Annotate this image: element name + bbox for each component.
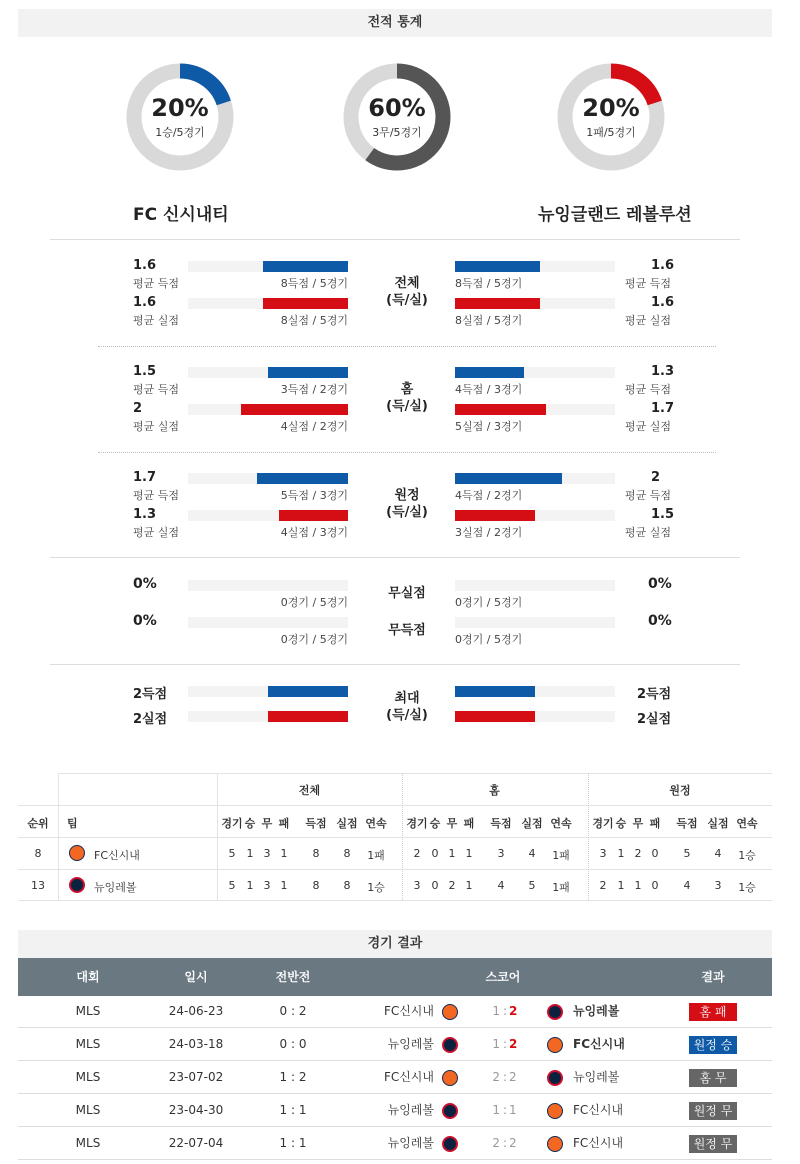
left-avg-label: 평균 득점 [133,383,180,396]
new-england-logo [442,1136,458,1152]
fc-cincinnati-logo [547,1037,563,1053]
table-line [18,900,772,901]
col-header: 패 [278,817,290,830]
home-team: FC신시내 [383,1004,434,1018]
max-label-line1: 최대 [394,691,420,706]
table-line [58,773,772,774]
stat-cell: 3 [497,847,505,860]
result-date: 24-06-23 [168,1004,224,1018]
stat-cell: 5 [683,847,691,860]
stat-cell: 3 [263,879,271,892]
table-vline [58,773,59,900]
left-bar-caption: 8득점 / 5경기 [280,277,348,290]
away-score: 2 [509,1136,517,1150]
left-avg-label: 평균 득점 [133,489,180,502]
stat-cell: 5 [228,879,236,892]
away-team: FC신시내 [573,1103,624,1117]
left-goals-bar [268,367,348,378]
result-row[interactable] [18,1029,772,1061]
col-header: 승 [244,817,256,830]
home-team: 뉴잉레볼 [387,1103,434,1117]
max-label-line2: (득/실) [386,708,428,723]
stat-cell: 2 [599,879,607,892]
stat-cell: 4 [714,847,722,860]
left-bar-caption: 4실점 / 2경기 [280,420,348,433]
score-separator: : [502,1136,508,1150]
left-clean-pct: 0% [133,576,157,592]
left-avg-value: 1.7 [133,470,157,485]
col-header: 득점 [676,817,698,830]
team-short-name: FC신시내 [94,849,140,862]
left-clean-pct: 0% [133,613,157,629]
result-competition: MLS [75,1070,101,1084]
donut-caption: 1패/5경기 [586,126,636,139]
result-halftime: 1 : 2 [279,1070,307,1084]
right-avg-value: 1.7 [651,401,675,416]
right-avg-label: 평균 실점 [625,420,672,433]
left-bar-caption: 0경기 / 5경기 [280,596,348,609]
col-date: 일시 [184,970,208,984]
result-date: 23-04-30 [168,1103,224,1117]
away-score: 2 [509,1037,518,1051]
right-max-conceded-bar [455,711,535,722]
stat-cell: 2 [413,847,421,860]
stat-cell: 1승 [738,849,756,862]
divider [50,664,740,665]
right-avg-label: 평균 득점 [625,383,672,396]
new-england-logo [442,1037,458,1053]
stat-cell: 8 [343,879,351,892]
col-header: 연속 [550,817,572,830]
col-header: 패 [649,817,661,830]
stat-cell: 1 [617,879,625,892]
col-header: 무 [261,817,273,830]
bar-track [188,580,348,591]
stat-cell: 8 [343,847,351,860]
result-row[interactable] [18,996,772,1028]
away-score: 1 [509,1103,517,1117]
away-team: FC신시내 [573,1037,625,1051]
col-header: 무 [632,817,644,830]
fc-cincinnati-logo [69,845,85,861]
stat-cell: 5 [228,847,236,860]
stat-cell: 1 [448,847,456,860]
away-score: 2 [509,1004,518,1018]
result-competition: MLS [75,1037,101,1051]
result-halftime: 1 : 1 [279,1136,307,1150]
right-avg-value: 1.3 [651,364,675,379]
clean-label: 무실점 [388,586,426,601]
donut-percent: 20% [582,94,640,122]
left-conceded-bar [279,510,348,521]
result-halftime: 1 : 1 [279,1103,307,1117]
left-avg-value: 1.5 [133,364,157,379]
group-label-line2: (득/실) [386,505,428,520]
right-avg-label: 평균 실점 [625,526,672,539]
home-score: 1 [492,1004,500,1018]
right-bar-caption: 8득점 / 5경기 [455,277,523,290]
stat-cell: 8 [312,847,320,860]
right-bar-caption: 4득점 / 3경기 [455,383,523,396]
stat-cell: 1승 [367,881,385,894]
result-row[interactable] [18,1062,772,1094]
stat-cell: 1 [280,879,288,892]
away-team: FC신시내 [573,1136,624,1150]
draw-rate-donut [342,62,452,172]
stat-cell: 1 [634,879,642,892]
left-goals-bar [263,261,348,272]
donut-caption: 1승/5경기 [155,126,205,139]
away-team: 뉴잉레볼 [573,1004,620,1018]
stat-cell: 1 [617,847,625,860]
away-score: 2 [509,1070,517,1084]
left-conceded-bar [263,298,348,309]
col-header: 연속 [736,817,758,830]
stat-cell: 1패 [367,849,385,862]
divider [50,557,740,558]
result-badge: 홈 패 [689,1003,737,1021]
right-avg-label: 평균 득점 [625,489,672,502]
table-line [18,869,772,870]
col-header: 실점 [521,817,543,830]
result-row[interactable] [18,1095,772,1127]
left-avg-label: 평균 실점 [133,420,180,433]
group-label-line1: 전체 [394,276,420,291]
col-header: 경기 [221,817,243,830]
right-goals-bar [455,473,562,484]
donut-percent: 20% [151,94,209,122]
group-label [362,275,452,309]
new-england-logo [547,1070,563,1086]
stat-cell: 4 [528,847,536,860]
team-header: 팀 [67,817,78,830]
left-max-conceded: 2실점 [133,712,168,727]
divider [50,239,740,240]
col-header: 실점 [336,817,358,830]
right-avg-value: 1.5 [651,507,675,522]
donut-percent: 60% [368,94,426,122]
table-line [18,805,772,806]
left-goals-bar [257,473,348,484]
bar-track [455,617,615,628]
team-left-name: FC 신시내티 [133,205,229,225]
right-bar-caption: 0경기 / 5경기 [455,596,523,609]
stat-cell: 1패 [552,849,570,862]
result-badge: 홈 무 [689,1069,737,1087]
stat-cell: 0 [651,847,659,860]
result-date: 24-03-18 [168,1037,224,1051]
col-header: 득점 [305,817,327,830]
left-max-goals: 2득점 [133,687,168,702]
col-header: 경기 [592,817,614,830]
stat-cell: 4 [497,879,505,892]
left-bar-caption: 4실점 / 3경기 [280,526,348,539]
stats-section-title: 전적 통계 [18,9,772,37]
result-badge: 원정 무 [689,1102,737,1120]
home-score: 2 [492,1070,500,1084]
rank-header: 순위 [27,817,49,830]
score-separator: : [502,1004,508,1018]
col-header: 경기 [406,817,428,830]
home-score: 1 [492,1037,500,1051]
home-team: FC신시내 [383,1070,434,1084]
home-score: 1 [492,1103,500,1117]
away-team: 뉴잉레볼 [573,1070,620,1084]
result-row[interactable] [18,1128,772,1160]
score-separator: : [502,1037,508,1051]
group-label-line1: 원정 [394,488,420,503]
right-avg-value: 2 [651,470,661,485]
right-conceded-bar [455,404,546,415]
right-bar-caption: 4득점 / 2경기 [455,489,523,502]
col-header: 실점 [707,817,729,830]
max-label [362,690,452,724]
home-team: 뉴잉레볼 [387,1136,434,1150]
result-date: 22-07-04 [168,1136,224,1150]
stat-cell: 1 [246,879,254,892]
left-bar-caption: 0경기 / 5경기 [280,633,348,646]
result-halftime: 0 : 0 [279,1037,307,1051]
home-score: 2 [492,1136,500,1150]
left-avg-label: 평균 실점 [133,526,180,539]
stat-cell: 2 [634,847,642,860]
group-label-line2: (득/실) [386,399,428,414]
right-max-conceded: 2실점 [637,712,672,727]
left-avg-value: 1.3 [133,507,157,522]
stat-cell: 1승 [738,881,756,894]
stat-cell: 1 [465,847,473,860]
col-header: 득점 [490,817,512,830]
right-avg-value: 1.6 [651,295,675,310]
stat-cell: 3 [599,847,607,860]
results-header [18,958,772,996]
right-goals-bar [455,261,540,272]
stat-cell: 3 [413,879,421,892]
stat-cell: 1 [280,847,288,860]
right-avg-label: 평균 득점 [625,277,672,290]
stat-cell: 1 [465,879,473,892]
score-separator: : [502,1103,508,1117]
right-conceded-bar [455,298,540,309]
result-competition: MLS [75,1136,101,1150]
col-header: 무 [446,817,458,830]
result-badge: 원정 승 [689,1036,737,1054]
group-header: 원정 [669,784,691,797]
fc-cincinnati-logo [547,1136,563,1152]
clean-label: 무득점 [388,623,426,638]
result-badge: 원정 무 [689,1135,737,1153]
result-date: 23-07-02 [168,1070,224,1084]
stat-cell: 0 [431,847,439,860]
loss-rate-donut [556,62,666,172]
stat-cell: 8 [312,879,320,892]
table-line [18,837,772,838]
result-competition: MLS [75,1103,101,1117]
bar-track [188,617,348,628]
team-right-name: 뉴잉글랜드 레볼루션 [538,205,692,225]
left-avg-value: 2 [133,401,143,416]
stat-cell: 4 [683,879,691,892]
score-separator: : [502,1070,508,1084]
home-team: 뉴잉레볼 [387,1037,434,1051]
col-result: 결과 [701,970,725,984]
right-goals-bar [455,367,524,378]
col-halftime: 전반전 [275,970,311,984]
stat-cell: 5 [528,879,536,892]
col-header: 연속 [365,817,387,830]
left-avg-label: 평균 실점 [133,314,180,327]
left-avg-value: 1.6 [133,258,157,273]
col-score: 스코어 [485,970,521,984]
right-conceded-bar [455,510,535,521]
right-clean-pct: 0% [648,576,672,592]
right-bar-caption: 0경기 / 5경기 [455,633,523,646]
right-avg-value: 1.6 [651,258,675,273]
stat-cell: 1패 [552,881,570,894]
dotted-divider [98,452,716,453]
col-header: 승 [429,817,441,830]
stat-cell: 1 [246,847,254,860]
new-england-logo [69,877,85,893]
right-bar-caption: 5실점 / 3경기 [455,420,523,433]
right-clean-pct: 0% [648,613,672,629]
fc-cincinnati-logo [442,1070,458,1086]
dotted-divider [98,346,716,347]
bar-track [455,580,615,591]
stat-cell: 0 [431,879,439,892]
col-competition: 대회 [76,970,100,984]
left-bar-caption: 8실점 / 5경기 [280,314,348,327]
fc-cincinnati-logo [547,1103,563,1119]
team-rank: 13 [31,879,45,892]
result-competition: MLS [75,1004,101,1018]
right-max-goals: 2득점 [637,687,672,702]
left-max-conceded-bar [268,711,348,722]
group-header: 홈 [489,784,500,797]
right-bar-caption: 3실점 / 2경기 [455,526,523,539]
right-max-goals-bar [455,686,535,697]
left-max-goals-bar [268,686,348,697]
team-short-name: 뉴잉레볼 [94,881,137,894]
team-rank: 8 [34,847,42,860]
new-england-logo [442,1103,458,1119]
donut-caption: 3무/5경기 [372,126,422,139]
col-header: 패 [463,817,475,830]
stat-cell: 3 [714,879,722,892]
right-bar-caption: 8실점 / 5경기 [455,314,523,327]
group-label [362,487,452,521]
group-label-line1: 홈 [400,382,414,397]
stat-cell: 3 [263,847,271,860]
left-avg-label: 평균 득점 [133,277,180,290]
right-avg-label: 평균 실점 [625,314,672,327]
new-england-logo [547,1004,563,1020]
left-conceded-bar [241,404,348,415]
left-bar-caption: 3득점 / 2경기 [280,383,348,396]
group-label [362,381,452,415]
left-bar-caption: 5득점 / 3경기 [280,489,348,502]
stat-cell: 2 [448,879,456,892]
stat-cell: 0 [651,879,659,892]
results-section-title: 경기 결과 [18,930,772,958]
fc-cincinnati-logo [442,1004,458,1020]
group-label-line2: (득/실) [386,293,428,308]
result-halftime: 0 : 2 [279,1004,307,1018]
win-rate-donut [125,62,235,172]
left-avg-value: 1.6 [133,295,157,310]
group-header: 전체 [298,784,321,797]
col-header: 승 [615,817,627,830]
